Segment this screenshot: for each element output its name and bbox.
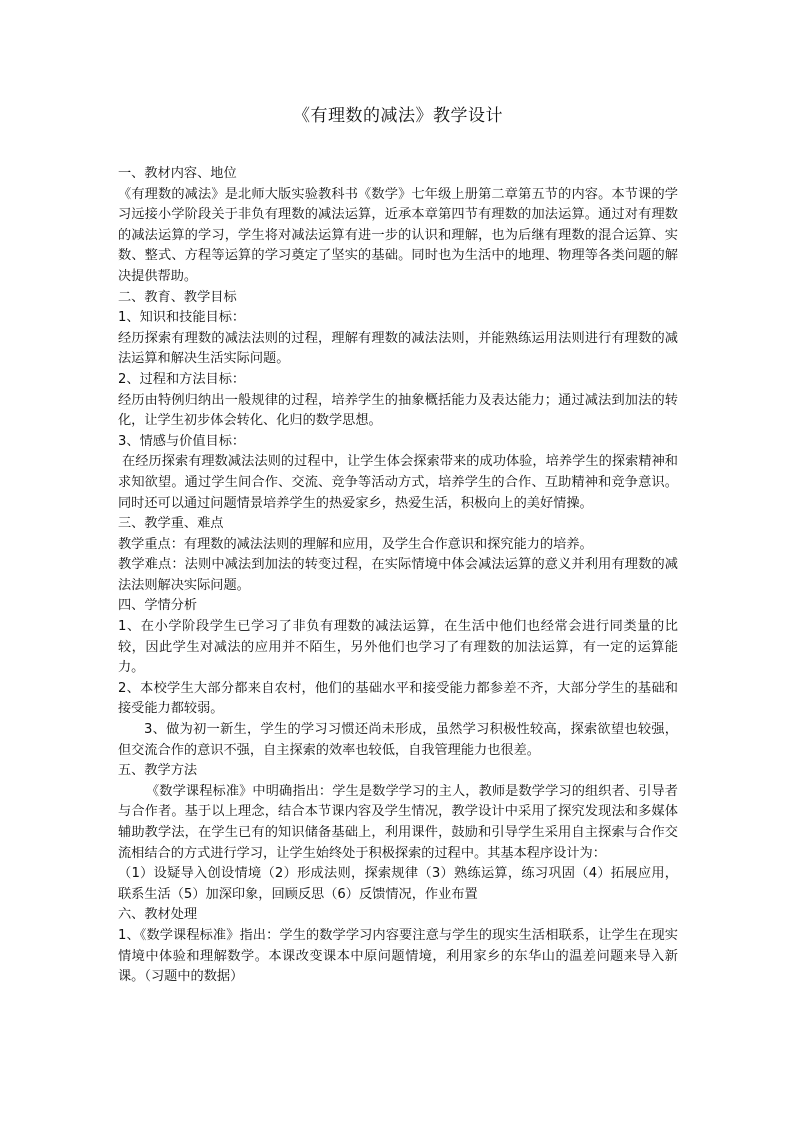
paragraph-knowledge-goal: 经历探索有理数的减法法则的过程，理解有理数的减法法则，并能熟练运用法则进行有理数的减法运算和解决生活实际问题。 — [118, 330, 678, 367]
paragraph-difficult-point: 教学难点：法则中减法到加法的转变过程，在实际情境中体会减法运算的意义并利用有理数的减法法则解决实际问题。 — [118, 557, 678, 593]
section-heading-1: 一、教材内容、地位 — [118, 166, 237, 181]
paragraph-teaching-method: 《数学课程标准》中明确指出：学生是数学学习的主人，教师是数学学习的组织者、引导者与合作者。基于以上理念，结合本节课内容及学生情况，教学设计中采用了探究发现法和多媒体辅助教学法，在学生已有的知识储备基础上，利用课件，鼓励和引导学生采用自主探索与合作交流相结合的方式进行学习，让学生始终处于积极探索的过程中。其基本程序设计为： — [118, 783, 678, 861]
subheading-process-goal: 2、过程和方法目标： — [118, 371, 246, 387]
paragraph-key-point: 教学重点：有理数的减法法则的理解和应用，及学生合作意识和探究能力的培养。 — [118, 536, 593, 552]
paragraph-emotion-goal: 在经历探索有理数减法法则的过程中，让学生体会探索带来的成功体验，培养学生的探索精神和求知欲望。通过学生间合作、交流、竞争等活动方式，培养学生的合作、互助精神和竞争意识。同时还可以通过问题情景培养学生的热爱家乡，热爱生活，积极向上的美好情操。 — [118, 454, 678, 511]
paragraph-learner-analysis-1: 1、在小学阶段学生已学习了非负有理数的减法运算，在生活中他们也经常会进行同类量的比较，因此学生对减法的应用并不陌生，另外他们也学习了有理数的加法运算，有一定的运算能力。 — [118, 619, 678, 676]
subheading-knowledge-goal: 1、知识和技能目标： — [118, 310, 246, 326]
paragraph-procedure-steps: （1）设疑导入创设情境（2）形成法则，探索规律（3）熟练运算，练习巩固（4）拓展应用，联系生活（5）加深印象，回顾反思（6）反馈情况，作业布置 — [118, 866, 678, 902]
subheading-emotion-goal: 3、情感与价值目标： — [118, 433, 246, 449]
section-heading-4: 四、学情分析 — [118, 598, 198, 614]
paragraph-learner-analysis-3: 3、做为初一新生，学生的学习习惯还尚未形成，虽然学习积极性较高，探索欲望也较强，但交流合作的意识不强，自主探索的效率也较低，自我管理能力也很差。 — [118, 722, 678, 758]
document-page — [118, 104, 678, 988]
paragraph-process-goal: 经历由特例归纳出一般规律的过程，培养学生的抽象概括能力及表达能力；通过减法到加法的转化，让学生初步体会转化、化归的数学思想。 — [118, 392, 678, 429]
section-heading-2: 二、教育、教学目标 — [118, 289, 237, 305]
paragraph-textbook-position: 《有理数的减法》是北师大版实验教科书《数学》七年级上册第二章第五节的内容。本节课的学习远接小学阶段关于非负有理数的减法运算，近承本章第四节有理数的加法运算。通过对有理数的减法运算的学习，学生将对减法运算有进一步的认识和理解，也为后继有理数的混合运算、实数、整式、方程等运算的学习奠定了坚实的基础。同时也为生活中的地理、物理等各类问题的解决提供帮助。 — [118, 186, 678, 284]
section-heading-3: 三、教学重、难点 — [118, 516, 224, 532]
section-heading-6: 六、教材处理 — [118, 907, 198, 923]
document-title: 《有理数的减法》教学设计 — [293, 106, 503, 126]
document-body — [118, 164, 678, 988]
paragraph-learner-analysis-2: 2、本校学生大部分都来自农村，他们的基础水平和接受能力都参差不齐，大部分学生的基础和接受能力都较弱。 — [118, 680, 678, 717]
paragraph-material-handling: 1、《数学课程标准》指出：学生的数学学习内容要注意与学生的现实生活相联系，让学生在现实情境中体验和理解数学。本课改变课本中原问题情境，利用家乡的东华山的温差问题来导入新课。（习题中的数据） — [118, 927, 678, 985]
section-heading-5: 五、教学方法 — [118, 763, 198, 779]
